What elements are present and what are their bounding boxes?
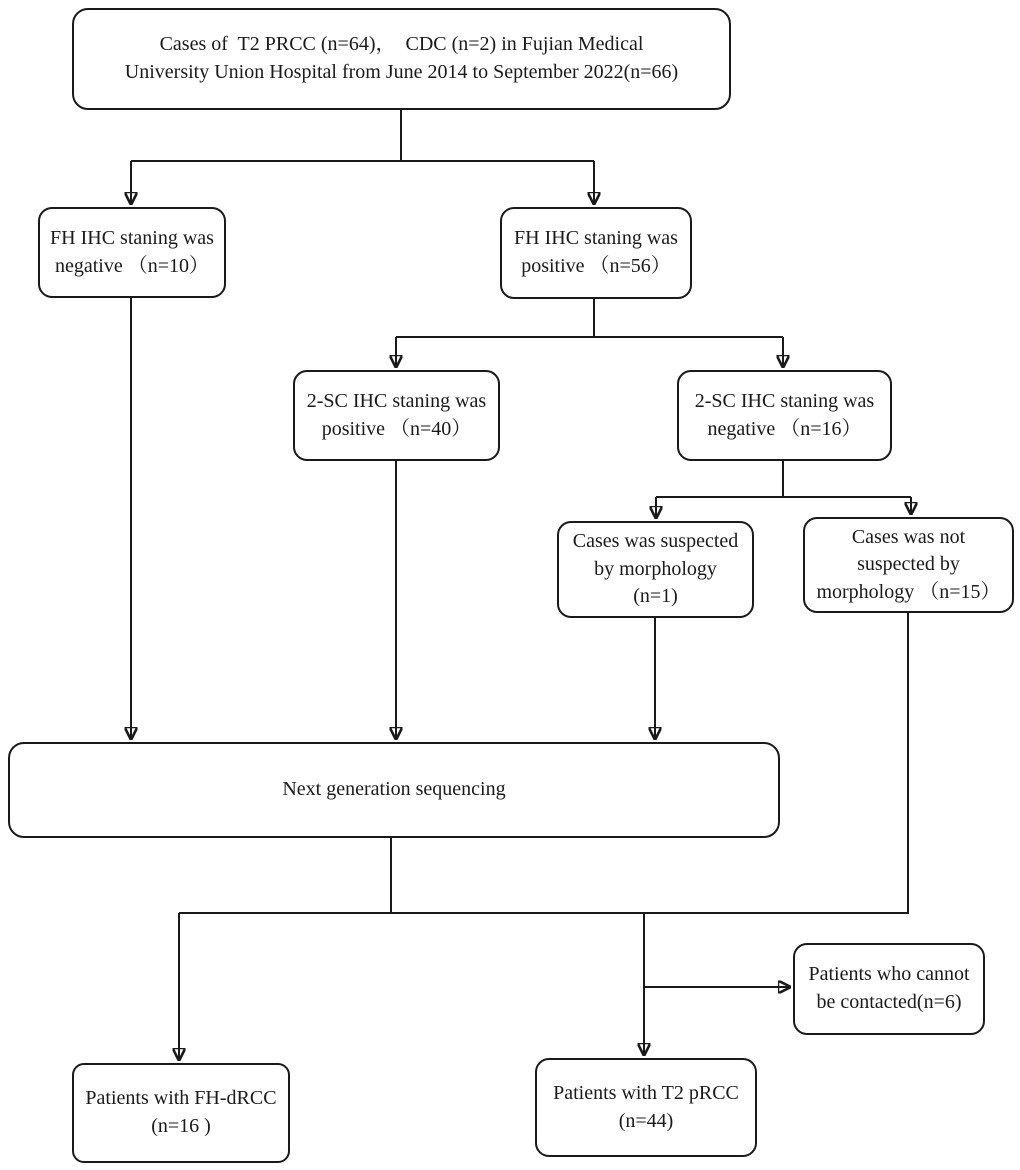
node-source-text: University Union Hospital from June 2014 to September 2022(n=66) bbox=[124, 61, 679, 83]
node-fh-positive bbox=[500, 207, 692, 299]
node-fh-negative bbox=[38, 207, 226, 298]
node-fh-drcc bbox=[72, 1063, 290, 1163]
node-not-suspected-text: morphology （n=15） bbox=[816, 580, 1001, 603]
node-suspected bbox=[557, 521, 754, 618]
node-sc-positive-text: positive （n=40） bbox=[321, 417, 472, 440]
node-t2-prcc-text: (n=44) bbox=[618, 1109, 674, 1132]
node-not-suspected bbox=[803, 517, 1014, 613]
node-cannot-contact bbox=[793, 943, 985, 1035]
node-source bbox=[72, 8, 731, 110]
node-suspected-text: by morphology bbox=[594, 557, 717, 580]
node-not-suspected-text: suspected by bbox=[857, 553, 960, 576]
node-source-text: Cases of T2 PRCC (n=64)， CDC (n=2) in Fujian Medical bbox=[159, 33, 644, 56]
node-sc-positive-text: 2-SC IHC staning was bbox=[306, 389, 487, 412]
node-t2-prcc bbox=[535, 1058, 757, 1157]
node-fh-negative-text: FH IHC staning was bbox=[50, 226, 214, 249]
connector-scnegative-branch bbox=[656, 461, 911, 497]
node-ngs bbox=[8, 742, 780, 838]
node-cannot-contact-text: be contacted(n=6) bbox=[816, 991, 962, 1013]
connector-source-branch bbox=[131, 110, 594, 161]
node-ngs-text: Next generation sequencing bbox=[282, 778, 506, 801]
node-cannot-contact-text: Patients who cannot bbox=[808, 963, 970, 986]
connector-fhpositive-branch bbox=[396, 299, 783, 337]
node-t2-prcc-text: Patients with T2 pRCC bbox=[553, 1081, 739, 1104]
node-fh-negative-text: negative （n=10） bbox=[54, 254, 210, 277]
node-sc-negative-text: 2-SC IHC staning was bbox=[694, 389, 875, 412]
node-fh-positive-text: positive （n=56） bbox=[521, 255, 671, 277]
node-sc-positive bbox=[293, 370, 500, 461]
node-suspected-text: Cases was suspected bbox=[572, 530, 739, 553]
node-fh-drcc-text: (n=16 ) bbox=[151, 1115, 211, 1137]
node-sc-negative bbox=[677, 370, 892, 461]
node-not-suspected-text: Cases was not bbox=[851, 525, 966, 548]
node-fh-drcc-text: Patients with FH-dRCC bbox=[85, 1087, 277, 1110]
node-sc-negative-text: negative （n=16） bbox=[707, 417, 862, 440]
node-suspected-text: (n=1) bbox=[633, 585, 678, 608]
node-fh-positive-text: FH IHC staning was bbox=[514, 227, 678, 250]
